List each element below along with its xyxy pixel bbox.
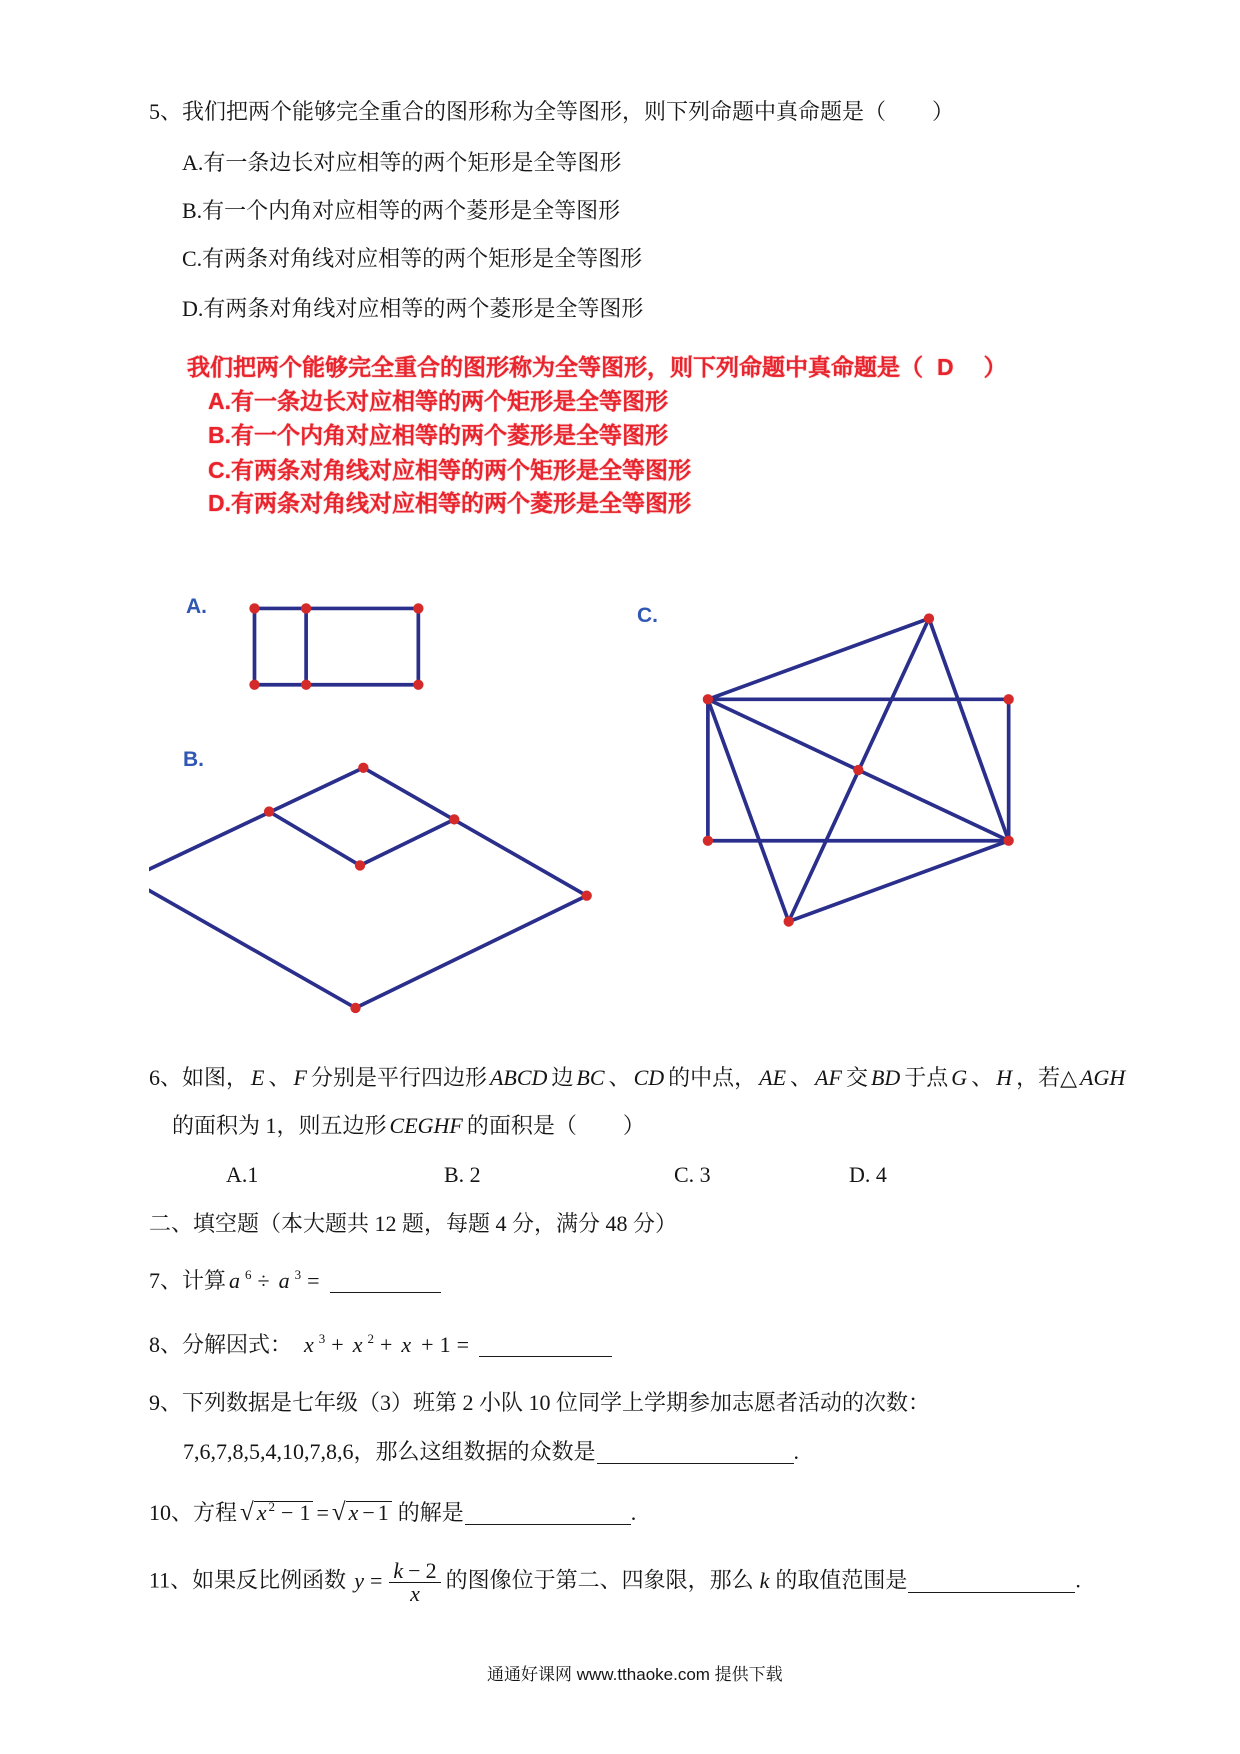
- q9-data-values: 7,6,7,8,5,4,10,7,8,6: [183, 1439, 354, 1464]
- question-6-option-a: A.1: [226, 1162, 259, 1187]
- answer-note-text: 我们把两个能够完全重合的图形称为全等图形，则下列命题中真命题是（: [187, 354, 923, 380]
- q11-period: .: [1075, 1567, 1081, 1593]
- answer-note-option-c: C.有两条对角线对应相等的两个矩形是全等图形: [208, 457, 691, 483]
- q11-equals: =: [369, 1567, 383, 1593]
- figure-c-point: [784, 916, 794, 926]
- answer-note-option-d: D.有两条对角线对应相等的两个菱形是全等图形: [208, 490, 691, 516]
- figure-a-point: [301, 603, 311, 613]
- q7-equals: =: [307, 1268, 320, 1293]
- q10-equals: =: [316, 1500, 329, 1525]
- figure-c-point: [1003, 694, 1013, 704]
- q10-radicand: [254, 1501, 314, 1527]
- q6-text: 、: [971, 1065, 994, 1090]
- section-2-title: 二、填空题（本大题共 12 题，每题 4 分，满分 48 分）: [149, 1211, 678, 1236]
- answer-note-option-a: A.有一条边长对应相等的两个矩形是全等图形: [208, 388, 668, 414]
- figure-a-point: [249, 680, 259, 690]
- q10-radical-right: [332, 1500, 392, 1526]
- square-root-icon: √: [331, 1499, 346, 1526]
- q7-exponent: 6: [245, 1267, 252, 1282]
- q8-constant: 1: [439, 1332, 451, 1357]
- question-5-option-a: A.有一条边长对应相等的两个矩形是全等图形: [182, 150, 622, 175]
- q11-variable-y: y: [354, 1567, 364, 1593]
- q10-exponent: 2: [268, 1499, 276, 1514]
- q10-operator: −: [362, 1500, 375, 1525]
- close-paren: ）: [622, 1113, 645, 1138]
- q9-answer-blank: [597, 1443, 794, 1464]
- q8-exponent: 2: [367, 1331, 374, 1346]
- q6-text: 、: [608, 1065, 631, 1090]
- q6-variable: BC: [576, 1065, 605, 1090]
- q9-period: .: [793, 1439, 800, 1464]
- figure-b: [149, 763, 592, 1013]
- question-11: [149, 1560, 1081, 1605]
- answer-note-stem: [187, 352, 1007, 382]
- figure-c-point: [703, 694, 713, 704]
- q7-variable: a: [278, 1268, 290, 1293]
- q6-variable: AE: [759, 1065, 787, 1090]
- question-6-option-c: C. 3: [674, 1162, 711, 1187]
- figure-b-large-rhombus: [149, 768, 587, 1008]
- figure-a-point: [301, 680, 311, 690]
- q8-operator: +: [379, 1332, 393, 1357]
- q6-variable: CD: [633, 1065, 665, 1090]
- q7-answer-blank: [330, 1272, 441, 1293]
- q6-text: 、: [268, 1065, 291, 1090]
- q7-exponent: 3: [294, 1267, 302, 1282]
- figure-a-point: [249, 603, 259, 613]
- q6-variable: BD: [870, 1065, 901, 1090]
- close-paren: ）: [932, 99, 955, 124]
- question-5-text: 5、我们把两个能够完全重合的图形称为全等图形，则下列命题中真命题是（: [149, 99, 887, 124]
- q8-prefix: 8、分解因式：: [149, 1332, 293, 1357]
- q10-constant: 1: [299, 1500, 311, 1525]
- q7-variable: a: [229, 1268, 241, 1293]
- q11-fraction: [389, 1560, 440, 1605]
- question-6-option-b: B. 2: [444, 1162, 481, 1187]
- q6-variable: AF: [815, 1065, 842, 1090]
- q8-operator: +: [331, 1332, 344, 1357]
- q8-equals: =: [456, 1332, 469, 1357]
- figure-c: [703, 613, 1014, 926]
- q10-radical-left: [237, 1500, 313, 1527]
- q11-numerator: [389, 1560, 440, 1583]
- figure-a-point: [413, 603, 423, 613]
- q11-prefix: 11、如果反比例函数: [149, 1567, 347, 1593]
- q11-variable-k: k: [759, 1567, 770, 1593]
- figure-c-point: [924, 613, 934, 623]
- question-5-option-b: B.有一个内角对应相等的两个菱形是全等图形: [182, 198, 621, 223]
- q6-variable: AGH: [1080, 1065, 1126, 1090]
- figure-b-point: [582, 891, 592, 901]
- q11-constant: 2: [425, 1558, 437, 1583]
- q10-variable: x: [256, 1500, 267, 1525]
- q6-text: 边: [551, 1065, 574, 1090]
- q11-denominator: [389, 1583, 440, 1605]
- figure-a-point: [413, 680, 423, 690]
- q10-constant: 1: [377, 1500, 389, 1525]
- figure-b-point: [449, 814, 459, 824]
- square-root-icon: √: [240, 1499, 254, 1526]
- figure-b-point: [355, 860, 365, 870]
- q6-text: ，若△: [1016, 1065, 1078, 1090]
- figure-c-point: [1003, 836, 1013, 846]
- q10-variable: x: [348, 1500, 359, 1525]
- figure-b-point: [264, 806, 274, 816]
- answer-note-option-b: B.有一个内角对应相等的两个菱形是全等图形: [208, 422, 668, 448]
- question-9-line-2: [183, 1439, 799, 1465]
- figure-c-label: C.: [637, 604, 658, 627]
- question-8: [149, 1332, 612, 1361]
- q6-text: 、: [790, 1065, 813, 1090]
- q10-suffix: 的解是: [397, 1500, 464, 1525]
- question-6-option-d: D. 4: [849, 1162, 887, 1187]
- q7-prefix: 7、计算: [149, 1268, 227, 1293]
- question-5-option-d: D.有两条对角线对应相等的两个菱形是全等图形: [182, 296, 644, 321]
- question-10: [149, 1500, 636, 1527]
- q6-text: 于点: [904, 1065, 949, 1090]
- figure-b-label: B.: [183, 748, 204, 771]
- question-7: [149, 1268, 441, 1297]
- q10-operator: −: [281, 1500, 294, 1525]
- figure-c-point: [703, 836, 713, 846]
- figure-b-small-rhombus-edges: [269, 812, 454, 866]
- figure-b-point: [358, 763, 368, 773]
- q11-answer-blank: [908, 1572, 1075, 1593]
- q6-variable: H: [996, 1065, 1013, 1090]
- q6-variable: F: [293, 1065, 307, 1090]
- q10-period: .: [630, 1500, 637, 1525]
- q11-suffix: 的取值范围是: [775, 1567, 908, 1593]
- q8-exponent: 3: [318, 1331, 326, 1346]
- q6-variable: E: [251, 1065, 265, 1090]
- figure-c-point: [853, 765, 863, 775]
- q11-variable-k: k: [393, 1558, 404, 1583]
- q6-text: 的面积是（: [466, 1113, 577, 1138]
- q10-answer-blank: [465, 1504, 631, 1525]
- q8-variable: x: [304, 1332, 314, 1357]
- question-5-option-c: C.有两条对角线对应相等的两个矩形是全等图形: [182, 246, 643, 271]
- figures-canvas: [149, 596, 1021, 1017]
- q7-operator: ÷: [257, 1268, 270, 1293]
- q6-text: 的面积为 1，则五边形: [172, 1113, 387, 1138]
- q11-operator: −: [408, 1558, 421, 1583]
- q6-text: 分别是平行四边形: [310, 1065, 487, 1090]
- q6-variable: G: [951, 1065, 968, 1090]
- q9-question-text: ，那么这组数据的众数是: [353, 1439, 596, 1464]
- q6-variable: ABCD: [489, 1065, 548, 1090]
- q8-variable: x: [352, 1332, 363, 1357]
- q8-operator: +: [421, 1332, 434, 1357]
- question-5-stem: [149, 99, 954, 125]
- q11-middle-text: 的图像位于第二、四象限，那么: [445, 1567, 754, 1593]
- question-9-line-1: 9、下列数据是七年级（3）班第 2 小队 10 位同学上学期参加志愿者活动的次数：: [149, 1390, 931, 1415]
- answer-note-close-paren: ）: [983, 354, 1007, 380]
- figure-a: [249, 603, 423, 690]
- figure-a-label: A.: [186, 595, 207, 618]
- q8-variable: x: [401, 1332, 412, 1357]
- q6-text: 6、如图，: [149, 1065, 249, 1090]
- q6-text: 交: [845, 1065, 868, 1090]
- figure-b-point: [350, 1003, 360, 1013]
- question-6-line-2: [172, 1113, 645, 1139]
- q6-text: 的中点，: [668, 1065, 757, 1090]
- q6-variable: CEGHF: [389, 1113, 463, 1138]
- q11-variable-x: x: [410, 1581, 420, 1606]
- answer-note-answer: D: [937, 354, 954, 380]
- q8-answer-blank: [479, 1336, 612, 1357]
- q10-prefix: 10、方程: [149, 1500, 238, 1525]
- question-6-line-1: [149, 1065, 1129, 1091]
- figure-a-outer-rectangle: [254, 608, 418, 684]
- page-footer: 通通好课网 www.tthaoke.com 提供下载: [487, 1665, 783, 1684]
- q10-radicand: [346, 1501, 392, 1524]
